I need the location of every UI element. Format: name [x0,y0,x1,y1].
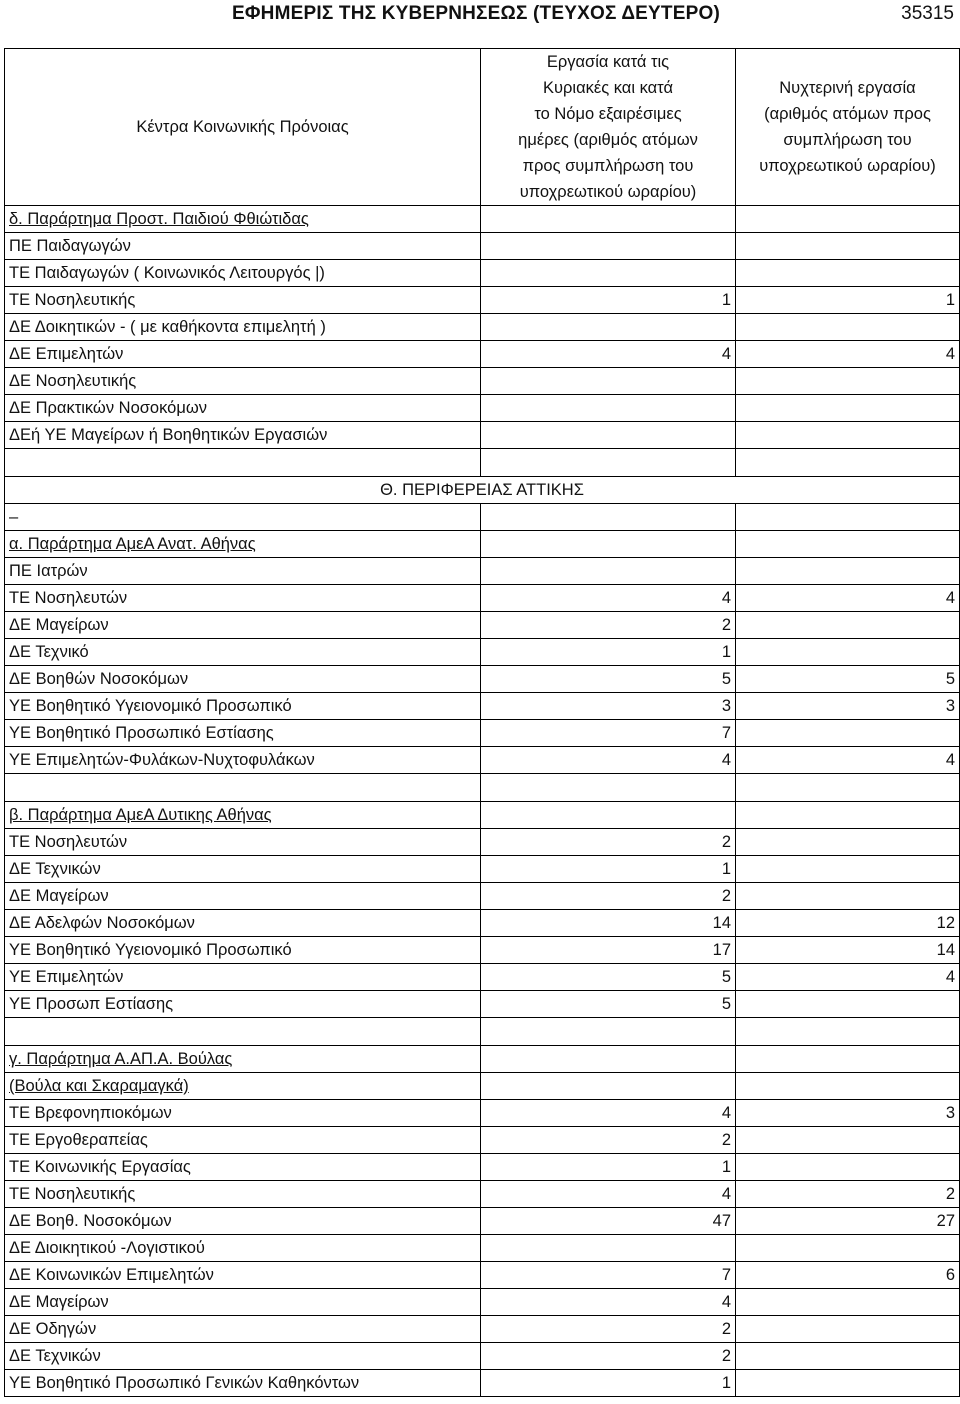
table-row [5,639,960,666]
sunday-count: 3 [481,693,736,720]
night-count: 5 [736,666,960,693]
spacer-row [5,449,960,477]
empty-cell [5,449,481,477]
page-header [0,0,960,30]
staff-category: ΔΕ Διοικητικού -Λογιστικού [5,1235,481,1262]
night-count: 4 [736,585,960,612]
sunday-count: 2 [481,1127,736,1154]
sunday-count: 1 [481,287,736,314]
sunday-count: 4 [481,1289,736,1316]
section-subtitle-row [5,1073,960,1100]
sunday-count: 4 [481,1100,736,1127]
staff-category: ΥΕ Επιμελητών-Φυλάκων-Νυχτοφυλάκων [5,747,481,774]
staffing-table [4,48,960,1397]
section-title-row [5,206,960,233]
night-count [736,422,960,449]
staff-category: ΔΕ Τεχνικών [5,856,481,883]
staff-category: ΔΕ Μαγείρων [5,1289,481,1316]
empty-cell [481,774,736,802]
staff-category: ΠΕ Ιατρών [5,558,481,585]
table-row [5,558,960,585]
staff-category: ΔΕ Βοηθών Νοσοκόμων [5,666,481,693]
staff-category: ΤΕ Νοσηλευτών [5,585,481,612]
table-row [5,1100,960,1127]
table-header-row [5,49,960,206]
night-count [736,1289,960,1316]
night-count: 3 [736,693,960,720]
header-line: Εργασία κατά τις [546,53,670,71]
region-title: Θ. ΠΕΡΙΦΕΡΕΙΑΣ ΑΤΤΙΚΗΣ [5,477,960,504]
night-count [736,395,960,422]
sunday-count: 17 [481,937,736,964]
header-line: υποχρεωτικού ωραρίου) [519,183,697,201]
sunday-count: 4 [481,341,736,368]
sunday-count: 47 [481,1208,736,1235]
sunday-count: 7 [481,1262,736,1289]
section-title-row [5,1046,960,1073]
table-row [5,395,960,422]
gazette-title: ΕΦΗΜΕΡΙΣ ΤΗΣ ΚΥΒΕΡΝΗΣΕΩΣ (ΤΕΥΧΟΣ ΔΕΥΤΕΡΟ) [232,3,720,24]
header-line: υποχρεωτικού ωραρίου) [759,157,936,175]
staff-category: ΔΕ Μαγείρων [5,612,481,639]
col-header-night-work [736,49,960,206]
region-row [5,477,960,504]
col-header-centers: Κέντρα Κοινωνικής Πρόνοιας [5,49,481,206]
empty-cell [736,774,960,802]
staff-category: ΔΕ Αδελφών Νοσοκόμων [5,910,481,937]
night-count [736,260,960,287]
staff-category: ΥΕ Βοηθητικό Υγειονομικό Προσωπικό [5,937,481,964]
sunday-count: 7 [481,720,736,747]
empty-cell [736,802,960,829]
empty-cell [481,206,736,233]
staff-category: ΥΕ Βοηθητικό Προσωπικό Εστίασης [5,720,481,747]
night-count: 12 [736,910,960,937]
sunday-count [481,422,736,449]
staff-category: ΔΕ Οδηγών [5,1316,481,1343]
empty-cell [481,802,736,829]
sunday-count: 1 [481,1154,736,1181]
table-row [5,1370,960,1397]
table-body [5,206,960,1397]
night-count [736,991,960,1018]
sunday-count: 2 [481,883,736,910]
table-row [5,1208,960,1235]
table-row [5,720,960,747]
sunday-count: 5 [481,991,736,1018]
empty-cell [481,449,736,477]
table-row [5,991,960,1018]
table-row [5,1127,960,1154]
sunday-count [481,558,736,585]
empty-cell [5,774,481,802]
table-row [5,1343,960,1370]
empty-cell [736,1018,960,1046]
staff-category: ΠΕ Παιδαγωγών [5,233,481,260]
section-title-row [5,531,960,558]
empty-cell [481,1018,736,1046]
dash-mark: – [5,504,481,531]
sunday-count [481,233,736,260]
night-count [736,1316,960,1343]
sunday-count: 5 [481,666,736,693]
header-line: συμπλήρωση του [783,131,912,149]
staff-category: ΤΕ Νοσηλευτών [5,829,481,856]
empty-cell [481,1073,736,1100]
table-row [5,233,960,260]
empty-cell [481,504,736,531]
staff-category: ΥΕ Επιμελητών [5,964,481,991]
night-count [736,1235,960,1262]
staff-category: ΥΕ Βοηθητικό Προσωπικό Γενικών Καθηκόντων [5,1370,481,1397]
staff-category: ΥΕ Βοηθητικό Υγειονομικό Προσωπικό [5,693,481,720]
table-row [5,1235,960,1262]
night-count: 4 [736,341,960,368]
staff-category: ΔΕ Τεχνικών [5,1343,481,1370]
night-count [736,612,960,639]
sunday-count: 4 [481,1181,736,1208]
table-row [5,964,960,991]
table-row [5,612,960,639]
staff-category: ΤΕ Κοινωνικής Εργασίας [5,1154,481,1181]
night-count [736,233,960,260]
table-row [5,314,960,341]
staff-category: ΔΕ Βοηθ. Νοσοκόμων [5,1208,481,1235]
staff-category: ΔΕ Πρακτικών Νοσοκόμων [5,395,481,422]
sunday-count [481,395,736,422]
table-row [5,747,960,774]
sunday-count: 2 [481,612,736,639]
staff-category: ΔΕ Κοινωνικών Επιμελητών [5,1262,481,1289]
page-number: 35315 [901,3,954,24]
staff-category: ΔΕ Δοικητικών - ( με καθήκοντα επιμελητή ) [5,314,481,341]
spacer-row [5,1018,960,1046]
staff-category: ΥΕ Προσωπ Εστίασης [5,991,481,1018]
sunday-count: 5 [481,964,736,991]
night-count [736,558,960,585]
sunday-count: 14 [481,910,736,937]
spacer-row [5,774,960,802]
sunday-count: 2 [481,1316,736,1343]
night-count [736,829,960,856]
section-title: (Βούλα και Σκαραμαγκά) [5,1073,481,1100]
night-count: 2 [736,1181,960,1208]
sunday-count: 1 [481,639,736,666]
table-row [5,1181,960,1208]
header-line: (αριθμός ατόμων προς [764,105,931,123]
night-count [736,1343,960,1370]
night-count [736,720,960,747]
section-title: δ. Παράρτημα Προστ. Παιδιού Φθιώτιδας [5,206,481,233]
section-title-row [5,802,960,829]
dash-row [5,504,960,531]
sunday-count [481,314,736,341]
night-count [736,856,960,883]
night-count: 4 [736,747,960,774]
col-header-sunday-work [481,49,736,206]
staff-category: ΔΕ Νοσηλευτικής [5,368,481,395]
section-title: β. Παράρτημα ΑμεΑ Δυτικης Αθήνας [5,802,481,829]
empty-cell [736,449,960,477]
header-line: το Νόμο εξαιρέσιμες [534,105,682,123]
table-row [5,1262,960,1289]
section-title: γ. Παράρτημα Α.ΑΠ.Α. Βούλας [5,1046,481,1073]
staff-category: ΤΕ Εργοθεραπείας [5,1127,481,1154]
empty-cell [736,1073,960,1100]
night-count: 27 [736,1208,960,1235]
night-count: 6 [736,1262,960,1289]
empty-cell [736,504,960,531]
table-row [5,1289,960,1316]
staff-category: ΤΕ Βρεφονηπιοκόμων [5,1100,481,1127]
table-row [5,829,960,856]
sunday-count [481,1235,736,1262]
sunday-count: 1 [481,1370,736,1397]
table-row [5,910,960,937]
sunday-count: 4 [481,585,736,612]
table-row [5,666,960,693]
night-count [736,1127,960,1154]
staff-category: ΔΕή ΥΕ Μαγείρων ή Βοηθητικών Εργασιών [5,422,481,449]
staff-category: ΔΕ Τεχνικό [5,639,481,666]
empty-cell [736,1046,960,1073]
table-row [5,937,960,964]
night-count: 4 [736,964,960,991]
night-count [736,368,960,395]
night-count: 14 [736,937,960,964]
table-row [5,856,960,883]
sunday-count [481,368,736,395]
night-count: 1 [736,287,960,314]
night-count: 3 [736,1100,960,1127]
table-row [5,693,960,720]
table-row [5,368,960,395]
sunday-count [481,260,736,287]
table-row [5,341,960,368]
night-count [736,1154,960,1181]
night-count [736,639,960,666]
table-row [5,1316,960,1343]
table-row [5,422,960,449]
night-count [736,883,960,910]
empty-cell [481,1046,736,1073]
table-row [5,260,960,287]
sunday-count: 2 [481,829,736,856]
header-line: Κυριακές και κατά [542,79,673,97]
header-line: προς συμπλήρωση του [522,157,694,175]
table-row [5,883,960,910]
night-count [736,314,960,341]
staff-category: ΤΕ Νοσηλευτικής [5,1181,481,1208]
header-line: Νυχτερινή εργασία [779,79,916,97]
empty-cell [5,1018,481,1046]
table-row [5,1154,960,1181]
night-count [736,1370,960,1397]
staff-category: ΤΕ Παιδαγωγών ( Κοινωνικός Λειτουργός |) [5,260,481,287]
table-row [5,585,960,612]
empty-cell [736,531,960,558]
empty-cell [736,206,960,233]
sunday-count: 4 [481,747,736,774]
sunday-count: 2 [481,1343,736,1370]
header-line: ημέρες (αριθμός ατόμων [518,131,698,149]
table-row [5,287,960,314]
staff-category: ΔΕ Μαγείρων [5,883,481,910]
staff-category: ΤΕ Νοσηλευτικής [5,287,481,314]
section-title: α. Παράρτημα ΑμεΑ Ανατ. Αθήνας [5,531,481,558]
sunday-count: 1 [481,856,736,883]
staff-category: ΔΕ Επιμελητών [5,341,481,368]
empty-cell [481,531,736,558]
